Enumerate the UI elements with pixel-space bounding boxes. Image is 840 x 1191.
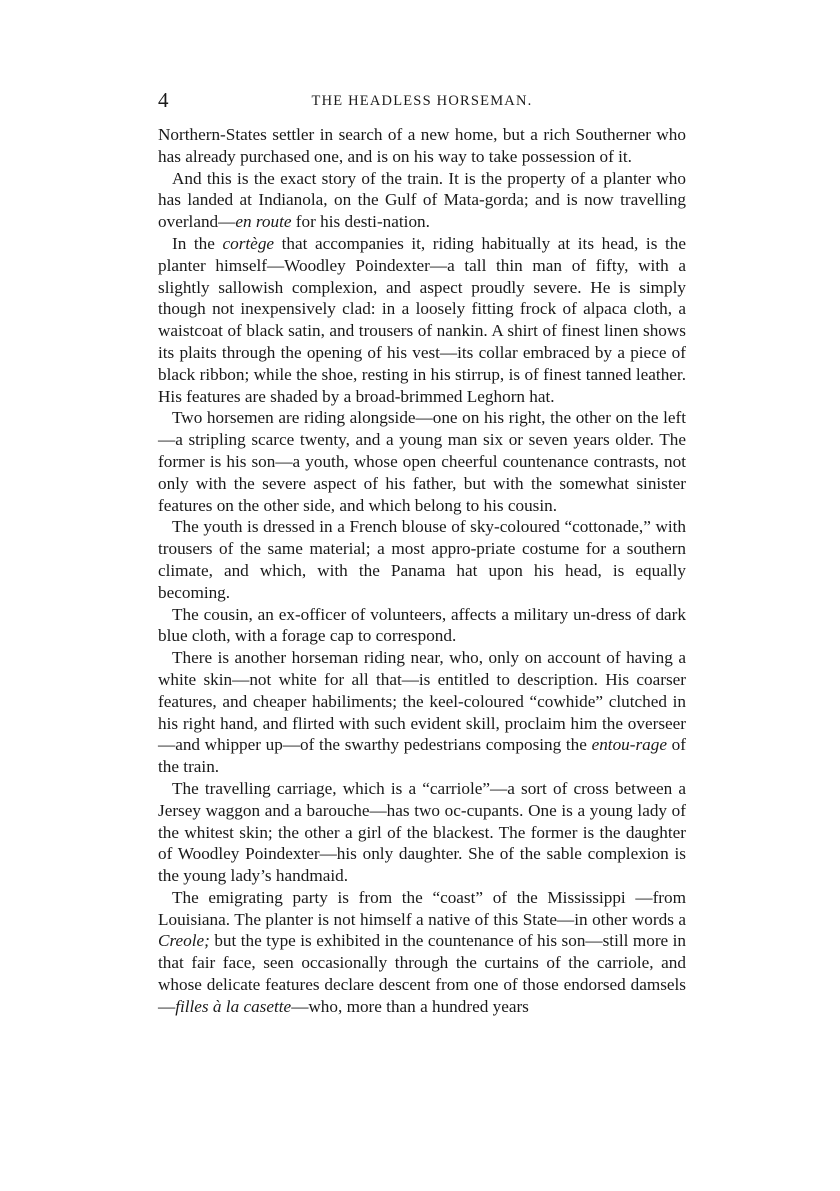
paragraph-4 [158,407,686,516]
paragraph-text: —who, more than a hundred years [291,996,529,1016]
italic-phrase: en route [235,212,292,232]
running-title: THE HEADLESS HORSEMAN. [311,93,533,109]
paragraph-text: Northern-States settler in search of a new home, but a rich Southerner who has already purchased one, and is on his way to take possession of it. [158,125,686,166]
paragraph-9 [158,887,686,1018]
paragraph-text: There is another horseman riding near, who, only on account of having a white skin—not white for all that—is entitled to description. His coarser features, and cheaper habiliments; the keel-coloured “cowhide” clutched in his right hand, and flirted with such evident skill, proclaim him the overseer—and whipper up—of the swarthy pedestrians composing the [158,648,686,755]
paragraph-text: Two horsemen are riding alongside—one on his right, the other on the left—a stripling scarce twenty, and a young man six or seven years older. The former is his son—a youth, whose open cheerful countenance contrasts, not only with the severe aspect of his father, but with the somewhat sinister features on the other side, and which belong to his cousin. [158,408,686,515]
paragraph-text: And this is the exact story of the train. It is the property of a planter who has landed at Indianola, on the Gulf of Mata-gorda; and is now travelling overland— [158,168,686,232]
paragraph-1 [158,124,686,168]
paragraph-text: The travelling carriage, which is a “carriole”—a sort of cross between a Jersey waggon and a barouche—has two oc-cupants. One is a young lady of the whitest skin; the other a girl of the blackest. The former is the daughter of Woodley Poindexter—his only daughter. She of the sable complexion is the young lady’s handmaid. [158,778,686,886]
paragraph-text: The cousin, an ex-officer of volunteers, affects a military un-dress of dark blue cloth, with a forage cap to correspond. [158,604,686,646]
italic-phrase: filles à la casette [175,996,292,1016]
paragraph-text: of the train. [158,735,686,777]
body-text [158,124,686,1018]
paragraph-2 [158,168,686,233]
paragraph-7 [158,647,686,778]
italic-phrase: cortège [222,233,275,253]
paragraph-text: that accompanies it, riding habitually at its head, is the planter himself—Woodley Poindexter—a tall thin man of fifty, with a slightly sallowish complexion, and aspect proudly severe. He is simply though not inexpensively clad: in a loosely fitting frock of alpaca cloth, a waistcoat of black satin, and trousers of nankin. A shirt of finest linen shows its plaits through the opening of his vest—its collar embraced by a piece of black ribbon; while the shoe, resting in his stirrup, is of finest tanned leather. His features are shaded by a broad-brimmed Leghorn hat. [158,233,686,406]
paragraph-5 [158,516,686,603]
paragraph-text: but the type is exhibited in the countenance of his son—still more in that fair face, seen occasionally through the curtains of the carriole, and whose delicate features declare descent from one of those endorsed damsels— [158,931,686,1016]
italic-phrase: Creole; [158,931,210,951]
italic-phrase: entou-rage [591,735,667,755]
paragraph-text: The youth is dressed in a French blouse of sky-coloured “cottonade,” with trousers of the same material; a most appro-priate costume for a southern climate, and which, with the Panama hat upon his head, is equally becoming. [158,517,686,602]
paragraph-8 [158,778,686,887]
paragraph-text: for his desti-nation. [291,212,430,232]
paragraph-6 [158,604,686,648]
page-header [158,88,686,116]
paragraph-text: In the [172,233,223,253]
book-page [158,88,686,1018]
paragraph-3 [158,233,686,407]
paragraph-text: The emigrating party is from the “coast” of the Mississippi —from Louisiana. The planter is not himself a native of this State—in other words a [158,887,686,929]
page-number: 4 [158,88,169,112]
